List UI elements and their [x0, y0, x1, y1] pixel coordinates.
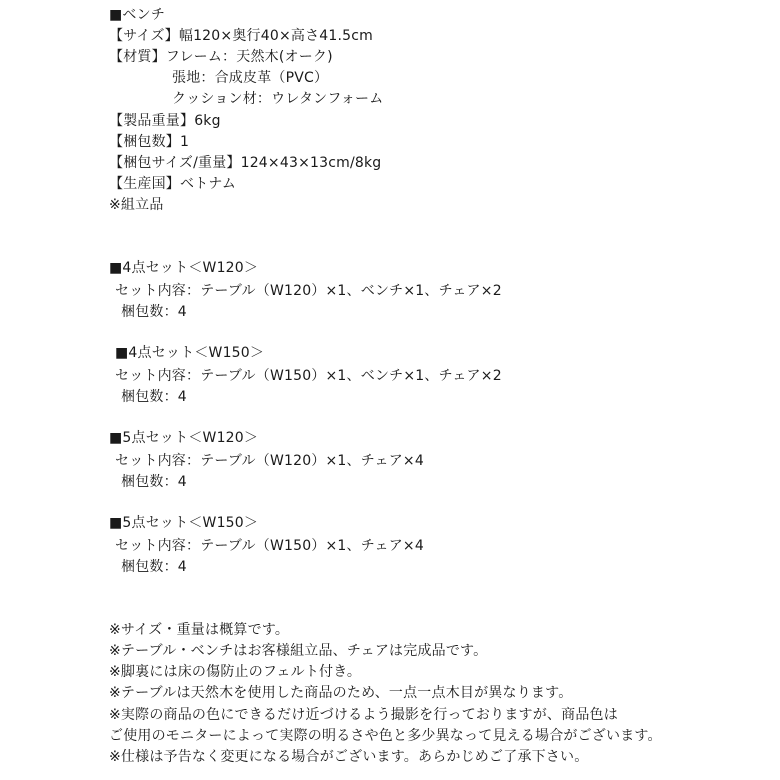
set-packages: 梱包数：4 — [121, 474, 187, 490]
set-packages: 梱包数：4 — [121, 304, 187, 320]
set-packages: 梱包数：4 — [121, 559, 187, 575]
set-contents: セット内容：テーブル（W120）×1、チェア×4 — [115, 453, 424, 469]
spec-material-frame: 【材質】フレーム：天然木(オーク) — [109, 49, 333, 65]
spec-origin: 【生産国】ベトナム — [109, 176, 237, 192]
spec-header: ■ベンチ — [109, 7, 166, 23]
note-line: ※テーブル・ベンチはお客様組立品、チェアは完成品です。 — [109, 643, 488, 659]
set-packages: 梱包数：4 — [121, 389, 187, 405]
note-line: ご使用のモニターによって実際の明るさや色と多少異なって見える場合がございます。 — [109, 728, 662, 744]
note-line: ※テーブルは天然木を使用した商品のため、一点一点木目が異なります。 — [109, 685, 573, 701]
set-contents: セット内容：テーブル（W150）×1、チェア×4 — [115, 538, 424, 554]
note-line: ※脚裏には床の傷防止のフェルト付き。 — [109, 664, 362, 680]
set-title: ■4点セット＜W120＞ — [109, 260, 259, 276]
spec-size: 【サイズ】幅120×奥行40×高さ41.5cm — [109, 28, 373, 44]
set-contents: セット内容：テーブル（W120）×1、ベンチ×1、チェア×2 — [115, 283, 502, 299]
note-line: ※実際の商品の色にできるだけ近づけるよう撮影を行っておりますが、商品色は — [109, 707, 618, 723]
set-title: ■5点セット＜W120＞ — [109, 430, 259, 446]
set-contents: セット内容：テーブル（W150）×1、ベンチ×1、チェア×2 — [115, 368, 502, 384]
note-line: ※サイズ・重量は概算です。 — [109, 622, 290, 638]
spec-weight: 【製品重量】6kg — [109, 113, 221, 129]
spec-assembly: ※組立品 — [109, 197, 164, 213]
set-title: ■5点セット＜W150＞ — [109, 515, 259, 531]
spec-material-cushion: クッション材：ウレタンフォーム — [172, 91, 384, 107]
spec-package-size: 【梱包サイズ/重量】124×43×13cm/8kg — [109, 155, 382, 171]
note-line: ※仕様は予告なく変更になる場合がございます。あらかじめご了承下さい。 — [109, 749, 589, 765]
spec-material-upholstery: 張地：合成皮革（PVC） — [172, 70, 329, 86]
set-title: ■4点セット＜W150＞ — [115, 345, 265, 361]
spec-package-count: 【梱包数】1 — [109, 134, 190, 150]
